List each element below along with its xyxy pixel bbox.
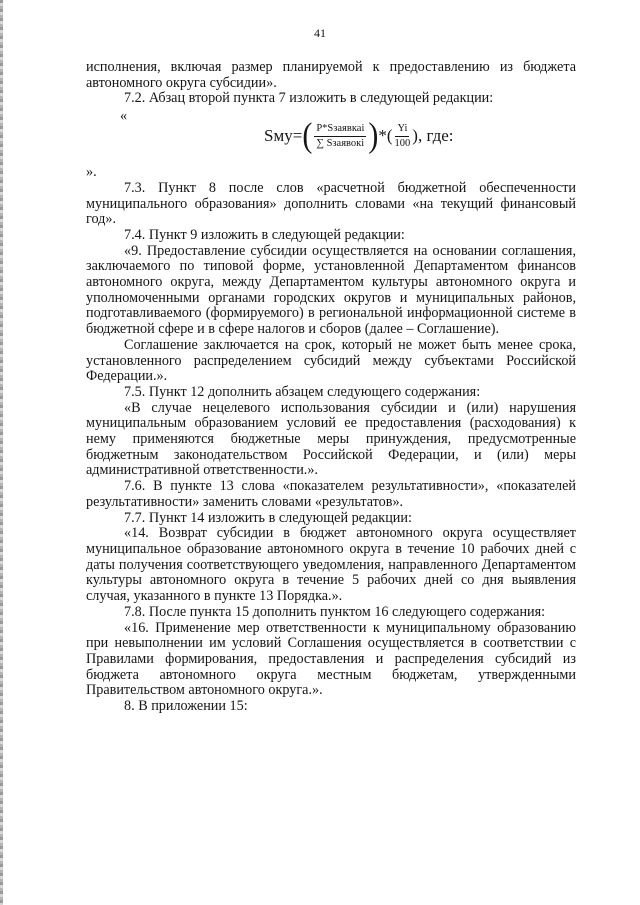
paragraph: исполнения, включая размер планируемой к предоставлению из бюджета автономного округа субсидии».: [86, 59, 576, 91]
document-body: [86, 60, 576, 715]
left-paren-icon: (: [302, 116, 313, 155]
formula-fraction-yi: [395, 123, 411, 150]
paragraph: 7.3. Пункт 8 после слов «расчетной бюджетной обеспеченности муниципального образования» дополнить словами «на текущий финансовый год».: [86, 179, 576, 228]
paragraph: «9. Предоставление субсидии осуществляется на основании соглашения, заключаемого по типовой форме, установленной Департаментом финансов автономного округа, между Департаментом культуры автономного округа и уполномоченными органами городских округов и муниципальных районов, подготавливаемого (формируемого) в региональной информационной системе в бюджетной сфере и в сфере налогов и сборов (далее – Соглашение).: [86, 242, 576, 338]
paragraph: 7.6. В пункте 13 слова «показателем результативности», «показателей результативности» заменить словами «результатов».: [86, 478, 576, 510]
formula-yi-numerator: Yi: [395, 123, 409, 137]
formula-lhs: Sму=: [264, 126, 303, 146]
page-number: 41: [314, 26, 326, 40]
formula-fraction: [314, 123, 366, 150]
formula-tail: ), где:: [412, 126, 454, 146]
formula: [86, 107, 576, 165]
paragraph: 8. В приложении 15:: [124, 698, 248, 715]
formula-mult: *(: [378, 126, 393, 146]
paragraph: Соглашение заключается на срок, который не может быть менее срока, установленного распределением субсидий между субъектами Российской Федерации.».: [86, 336, 576, 385]
formula-denominator: ∑ Sзаявокі: [316, 137, 365, 149]
paragraph: 7.8. После пункта 15 дополнить пунктом 16 следующего содержания:: [124, 603, 546, 620]
formula-yi-denominator: 100: [394, 137, 411, 149]
paragraph: «В случае нецелевого использования субсидии и (или) нарушения муниципальным образованием условий ее предоставления (расходования) к нему применяются бюджетные меры принуждения, предусмотренные бюджетным законодательством Российской Федерации, и (или) меры административной ответственности.».: [86, 399, 576, 479]
paragraph: 7.5. Пункт 12 дополнить абзацем следующего содержания:: [124, 383, 481, 400]
formula-open-quote: «: [120, 108, 128, 125]
paragraph: 7.7. Пункт 14 изложить в следующей редакции:: [124, 509, 412, 526]
paragraph: «14. Возврат субсидии в бюджет автономного округа осуществляет муниципальное образование автономного округа в течение 10 рабочих дней с даты получения соответствующего уведомления, направленного Департаментом культуры автономного округа в течение 5 рабочих дней со дня выявления случая, указанного в пункте 13 Порядка.».: [86, 525, 576, 605]
scan-edge: [0, 0, 3, 905]
paragraph: 7.2. Абзац второй пункта 7 изложить в следующей редакции:: [124, 90, 494, 107]
formula-close-quote: ».: [86, 164, 97, 181]
formula-expression: [264, 116, 454, 155]
formula-numerator: P*Sзаявкаі: [314, 123, 366, 137]
right-paren-icon: ): [368, 116, 379, 155]
paragraph: 7.4. Пункт 9 изложить в следующей редакции:: [124, 226, 405, 243]
paragraph: «16. Применение мер ответственности к муниципальному образованию при невыполнении им условий Соглашения осуществляется в соответствии с Правилами формирования, предоставления и распределения субсидий из бюджета автономного округа местным бюджетам, утвержденными Правительством автономного округа.».: [86, 619, 576, 699]
